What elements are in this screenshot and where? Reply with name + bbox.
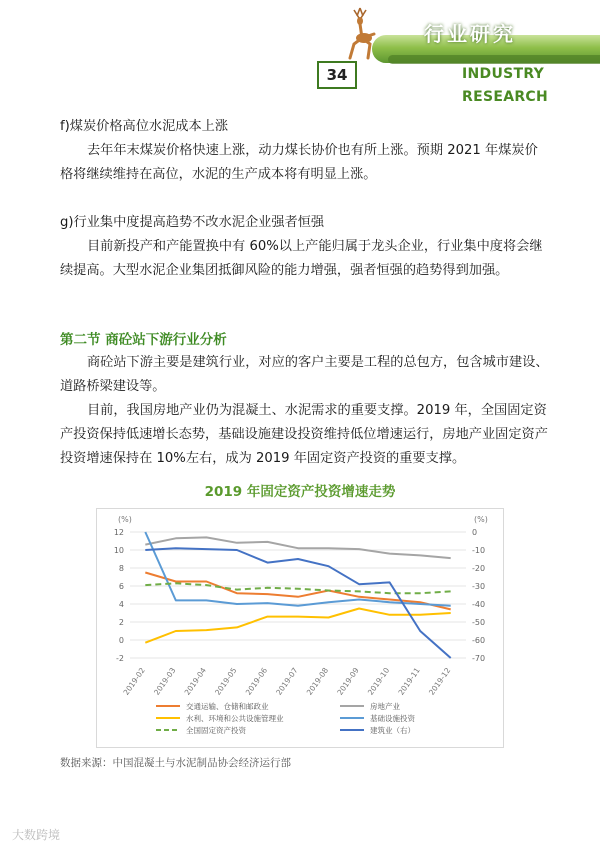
x-tick-label: 2019-08 xyxy=(304,665,331,697)
header-title-en-line2: RESEARCH xyxy=(462,89,548,105)
section-title: 第二节 商砼站下游行业分析 xyxy=(60,332,227,348)
x-tick-label: 2019-05 xyxy=(213,665,239,697)
left-tick-label: 12 xyxy=(113,528,124,537)
heading-g: g)行业集中度提高趋势不改水泥企业强者恒强 xyxy=(60,215,325,230)
left-tick-label: 10 xyxy=(113,546,124,555)
paragraph-g: 目前新投产和产能置换中有 60%以上产能归属于龙头企业，行业集中度将会继续提高。大型水泥企业集团抵御风险的能力增强，强者恒强的趋势得到加强。 xyxy=(60,239,543,278)
header-grass-shadow xyxy=(388,55,600,64)
x-tick-label: 2019-11 xyxy=(396,665,422,697)
left-tick-label: 8 xyxy=(118,564,124,573)
header-title-en-line1: INDUSTRY xyxy=(462,66,545,82)
legend-label: 全国固定资产投资 xyxy=(186,726,246,735)
left-tick-label: 2 xyxy=(118,618,124,627)
legend-label: 基础设施投资 xyxy=(370,714,415,723)
left-axis-unit: (%) xyxy=(118,515,132,524)
legend-label: 水利、环境和公共设施管理业 xyxy=(186,714,284,723)
x-tick-label: 2019-09 xyxy=(335,665,361,697)
x-tick-label: 2019-06 xyxy=(243,665,270,697)
right-tick-label: -60 xyxy=(472,636,486,645)
legend-label: 建筑业（右） xyxy=(370,726,415,735)
page-number: 34 xyxy=(317,61,357,89)
legend-label: 房地产业 xyxy=(370,702,400,711)
right-tick-label: 0 xyxy=(472,528,478,537)
investment-growth-chart xyxy=(96,508,504,748)
x-tick-label: 2019-04 xyxy=(182,665,209,697)
x-tick-label: 2019-03 xyxy=(152,665,178,697)
header-title: 行业研究 xyxy=(424,22,516,46)
right-tick-label: -50 xyxy=(472,618,486,627)
watermark: 大数跨境 xyxy=(12,828,61,842)
right-tick-label: -70 xyxy=(472,654,486,663)
data-source-note: 数据来源：中国混凝土与水泥制品协会经济运行部 xyxy=(60,757,291,769)
right-tick-label: -10 xyxy=(472,546,486,555)
deer-icon xyxy=(340,4,380,64)
right-tick-label: -30 xyxy=(472,582,486,591)
x-tick-label: 2019-07 xyxy=(274,665,300,697)
x-tick-label: 2019-10 xyxy=(365,665,392,697)
x-tick-label: 2019-02 xyxy=(121,665,147,697)
right-tick-label: -40 xyxy=(472,600,486,609)
right-tick-label: -20 xyxy=(472,564,486,573)
chart-frame xyxy=(97,509,504,748)
left-tick-label: 0 xyxy=(118,636,124,645)
chart-title: 2019 年固定资产投资增速走势 xyxy=(204,484,396,500)
section-paragraph-2: 目前，我国房地产业仍为混凝土、水泥需求的重要支撑。2019 年，全国固定资产投资保持低速增长态势，基础设施建设投资维持低位增速运行，房地产业固定资产投资增速保持在 10%左右，成为 2019 年固定资产投资的重要支撑。 xyxy=(60,403,548,466)
paragraph-f: 去年年末煤炭价格快速上涨，动力煤长协价也有所上涨。预期 2021 年煤炭价格将继续维持在高位，水泥的生产成本将有明显上涨。 xyxy=(60,143,538,182)
legend-label: 交通运输、仓储和邮政业 xyxy=(186,702,269,711)
left-tick-label: 6 xyxy=(118,582,124,591)
left-tick-label: 4 xyxy=(118,600,124,609)
x-tick-label: 2019-12 xyxy=(427,665,453,697)
section-paragraph-1: 商砼站下游主要是建筑行业，对应的客户主要是工程的总包方，包含城市建设、道路桥梁建设等。 xyxy=(60,355,549,394)
right-axis-unit: (%) xyxy=(474,515,488,524)
left-tick-label: -2 xyxy=(116,654,124,663)
heading-f: f)煤炭价格高位水泥成本上涨 xyxy=(60,119,229,134)
